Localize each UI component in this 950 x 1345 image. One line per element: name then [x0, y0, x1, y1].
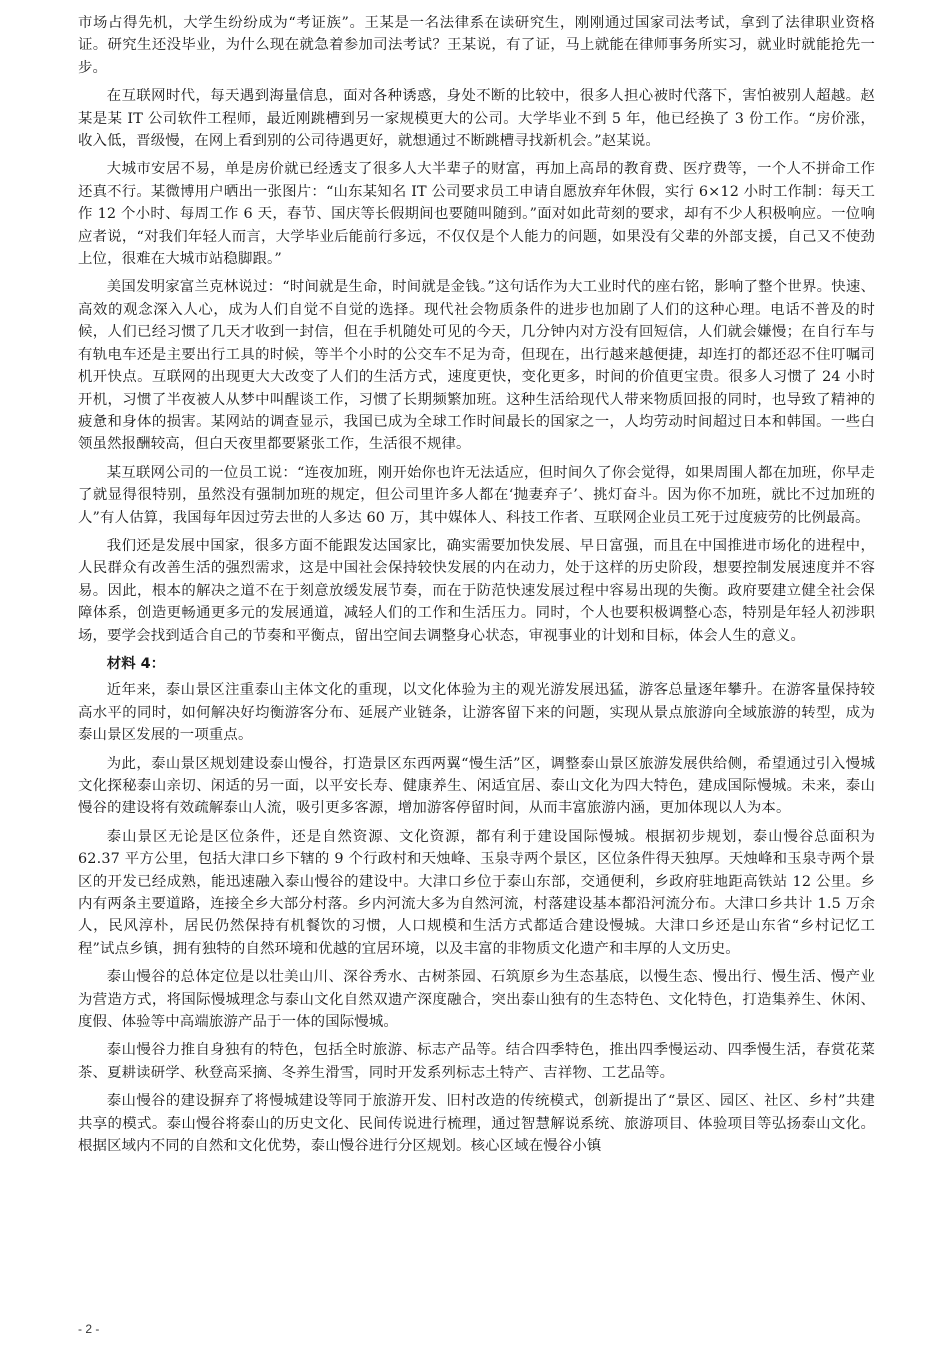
- paragraph-11: 泰山慢谷力推自身独有的特色，包括全时旅游、标志产品等。结合四季特色，推出四季慢运动、四季慢生活，春赏花菜茶、夏耕读研学、秋登高采摘、冬养生滑雪，同时开发系列标志土特产、吉祥物、工艺品等。: [78, 1042, 875, 1081]
- paragraph-5: 某互联网公司的一位员工说：“连夜加班，刚开始你也许无法适应，但时间久了你会觉得，如果周围人都在加班，你早走了就显得很特别，虽然没有强制加班的规定，但公司里许多人都在‘抛妻弃子’、挑灯奋斗。因为你不加班，就比不过加班的人”有人估算，我国每年因过劳去世的人多达 60 万，其中媒体人、科技工作者、互联网企业员工死于过度疲劳的比例最高。: [78, 464, 875, 526]
- paragraph-10: 泰山慢谷的总体定位是以壮美山川、深谷秀水、古树茶园、石筑原乡为生态基底，以慢生态、慢出行、慢生活、慢产业为营造方式，将国际慢城理念与泰山文化自然双遗产深度融合，突出泰山独有的生态特色、文化特色，打造集养生、休闲、度假、体验等中高端旅游产品于一体的国际慢城。: [78, 969, 875, 1031]
- paragraph-9: 泰山景区无论是区位条件，还是自然资源、文化资源，都有利于建设国际慢城。根据初步规划，泰山慢谷总面积为 62.37 平方公里，包括大津口乡下辖的 9 个行政村和天烛峰、玉泉寺两个景区，区位条件得天独厚。天烛峰和玉泉寺两个景区的开发已经成熟，能迅速融入泰山慢谷的建设中。大津口乡位于泰山东部，交通便利，乡政府驻地距高铁站 12 公里。乡内有两条主要道路，连接全乡大部分村落。乡内河流大多为自然河流，村落建设基本都沿河流分布。大津口乡共计 1.5 万余人，民风淳朴，居民仍然保持有机餐饮的习惯，人口规模和生活方式都适合建设慢城。大津口乡还是山东省“乡村记忆工程”试点乡镇，拥有独特的自然环境和优越的宜居环境，以及丰富的非物质文化遗产和丰厚的人文历史。: [78, 828, 875, 957]
- section-heading-material-4: 材料 4：: [106, 655, 165, 672]
- paragraph-3: 大城市安居不易，单是房价就已经透支了很多人大半辈子的财富，再加上高昂的教育费、医疗费等，一个人不拼命工作还真不行。某微博用户晒出一张图片：“山东某知名 IT 公司要求员工申请自愿放弃年休假，实行 6×12 小时工作制：每天工作 12 个小时、每周工作 6 天，春节、国庆等长假期间也要随叫随到。”面对如此苛刻的要求，却有不少人积极响应。一位响应者说，“对我们年轻人而言，大学毕业后能前行多远，不仅仅是个人能力的问题，如果没有父辈的外部支援，自己又不使劲上位，很难在大城市站稳脚跟。”: [78, 161, 875, 268]
- document-page: [78, 12, 875, 1164]
- page-number: - 2 -: [78, 1322, 100, 1336]
- paragraph-6: 我们还是发展中国家，很多方面不能跟发达国家比，确实需要加快发展、早日富强，而且在中国推进市场化的进程中，人民群众有改善生活的强烈需求，这是中国社会保持较快发展的内在动力，处于这样的历史阶段，想要控制发展速度并不容易。因此，根本的解决之道不在于刻意放缓发展节奏，而在于防范快速发展过程中容易出现的失衡。政府要建立健全社会保障体系，创造更畅通更多元的发展通道，减轻人们的工作和生活压力。同时，个人也要积极调整心态，特别是年轻人初涉职场，要学会找到适合自己的节奏和平衡点，留出空间去调整身心状态，审视事业的计划和目标，体会人生的意义。: [78, 537, 875, 644]
- paragraph-4: 美国发明家富兰克林说过：“时间就是生命，时间就是金钱。”这句话作为大工业时代的座右铭，影响了整个世界。快速、高效的观念深入人心，成为人们自觉不自觉的选择。现代社会物质条件的进步也加剧了人们的这种心理。电话不普及的时候，人们已经习惯了几天才收到一封信，但在手机随处可见的今天，几分钟内对方没有回短信，人们就会嫌慢；在自行车与有轨电车还是主要出行工具的时候，等半个小时的公交车不足为奇，但现在，出行越来越便捷，却连打的都还忍不住叮嘱司机开快点。互联网的出现更大大改变了人们的生活方式，速度更快，变化更多，时间的价值更宝贵。很多人习惯了 24 小时开机，习惯了半夜被人从梦中叫醒谈工作，习惯了长期频繁加班。这种生活给现代人带来物质回报的同时，也导致了精神的疲惫和身体的损害。某网站的调查显示，我国已成为全球工作时间最长的国家之一，人均劳动时间超过日本和韩国。一些白领虽然报酬较高，但白天夜里都要紧张工作，生活很不规律。: [78, 279, 875, 453]
- paragraph-1: 市场占得先机，大学生纷纷成为“考证族”。王某是一名法律系在读研究生，刚刚通过国家司法考试，拿到了法律职业资格证。研究生还没毕业，为什么现在就急着参加司法考试？王某说，有了证，马上就能在律师事务所实习，就业时就能抢先一步。: [78, 15, 875, 76]
- paragraph-2: 在互联网时代，每天遇到海量信息，面对各种诱惑，身处不断的比较中，很多人担心被时代落下，害怕被别人超越。赵某是某 IT 公司软件工程师，最近刚跳槽到另一家规模更大的公司。大学毕业不到 5 年，他已经换了 3 份工作。“房价涨，收入低，晋级慢，在网上看到别的公司待遇更好，就想通过不断跳槽寻找新机会。”赵某说。: [78, 88, 875, 150]
- paragraph-12: 泰山慢谷的建设摒弃了将慢城建设等同于旅游开发、旧村改造的传统模式，创新提出了“景区、园区、社区、乡村”共建共享的模式。泰山慢谷将泰山的历史文化、民间传说进行梳理，通过智慧解说系统、旅游项目、体验项目等弘扬泰山文化。根据区域内不同的自然和文化优势，泰山慢谷进行分区规划。核心区域在慢谷小镇: [78, 1093, 875, 1155]
- paragraph-8: 为此，泰山景区规划建设泰山慢谷，打造景区东西两翼“慢生活”区，调整泰山景区旅游发展供给侧，希望通过引入慢城文化探秘泰山亲切、闲适的另一面，以平安长寿、健康养生、闲适宜居、泰山文化为四大特色，建成国际慢城。未来，泰山慢谷的建设将有效疏解泰山人流，吸引更多客源，增加游客停留时间，从而丰富旅游内涵，更加体现以人为本。: [78, 755, 875, 817]
- paragraph-7: 近年来，泰山景区注重泰山主体文化的重现，以文化体验为主的观光游发展迅猛，游客总量逐年攀升。在游客量保持较高水平的同时，如何解决好均衡游客分布、延展产业链条，让游客留下来的问题，实现从景点旅游向全域旅游的转型，成为泰山景区发展的一项重点。: [78, 682, 875, 744]
